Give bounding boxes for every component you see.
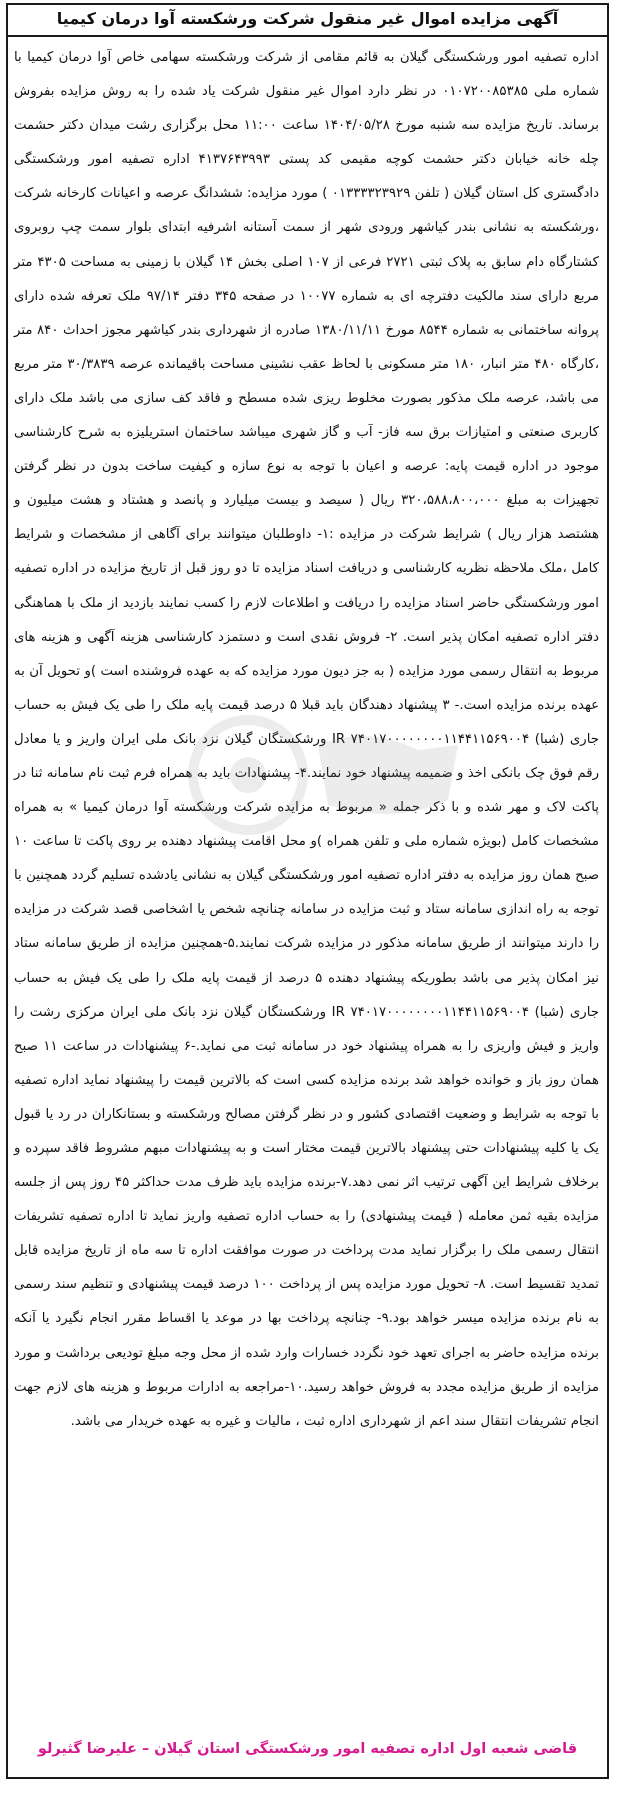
notice-signature: قاضی شعبه اول اداره تصفیه امور ورشکستگی استان گیلان – علیرضا گثیرلو (37, 1741, 578, 1757)
auction-notice (6, 3, 609, 1779)
notice-body: اداره تصفیه امور ورشکستگی گیلان به قائم مقامی از شرکت ورشکسته سهامی خاص آوا درمان کیمیا با شماره ملی ۰۱۰۷۲۰۰۸۵۳۸۵ در نظر دارد اموال غیر منقول شرکت یاد شده را به روش مزایده بفروش برساند. تاریخ مزایده سه شنبه مورخ ۱۴۰۴/۰۵/۲۸ ساعت ۱۱:۰۰ محل برگزاری رشت میدان دکتر حشمت چله خانه خیابان دکتر حشمت کوچه مقیمی کد پستی ۴۱۳۷۶۴۳۹۹۳ اداره تصفیه امور ورشکستگی دادگستری کل استان گیلان ( تلفن ۰۱۳۳۳۳۲۳۹۲۹ ) مورد مزایده: ششدانگ عرصه و اعیانات کارخانه شرکت ،ورشکسته به نشانی بندر کیاشهر ورودی شهر از سمت آستانه اشرفیه ابتدای بلوار سمت چپ روبروی کشتارگاه دام سابق به پلاک ثبتی ۲۷۲۱ فرعی از ۱۰۷ اصلی بخش ۱۴ گیلان با زمینی به مساحت ۴۳۰۵ متر مربع دارای سند مالکیت دفترچه ای به شماره ۱۰۰۷۷ در صفحه ۳۴۵ دفتر ۹۷/۱۴ ملک تعرفه شده دارای پروانه ساختمانی به شماره ۸۵۴۴ مورخ ۱۳۸۰/۱۱/۱۱ صادره از شهرداری بندر کیاشهر مجوز احداث ۸۴۰ متر ،کارگاه ۴۸۰ متر انبار، ۱۸۰ متر مسکونی با لحاظ عقب نشینی مساحت باقیمانده عرصه ۳۰/۳۸۳۹ متر مربع می باشد، عرصه ملک مذکور بصورت مخلوط ریزی شده مسطح و فاقد کف سازی می باشد ملک دارای کاربری صنعتی و امتیازات برق سه فاز- آب و گاز شهری میباشد ساختمان استریلیزه به شرح کارشناسی موجود در اداره قیمت پایه: عرصه و اعیان با توجه به نوع سازه و کیفیت ساخت بدون در نظر گرفتن تجهیزات به مبلغ ۳۲۰،۵۸۸،۸۰۰،۰۰۰ ریال ( سیصد و بیست میلیارد و پانصد و هشتاد و هشت میلیون و هشتصد هزار ریال ) شرایط شرکت در مزایده :۱- داوطلبان میتوانند برای آگاهی از مشخصات و شرایط کامل ،ملک ملاحظه نظریه کارشناسی و دریافت اسناد مزایده تا دو روز قبل از تاریخ مزایده در اداره تصفیه امور ورشکستگی حاضر اسناد مزایده را دریافت و اطلاعات لازم را کسب نمایند بازدید از ملک با هماهنگی دفتر اداره تصفیه امکان پذیر است. ۲- فروش نقدی است و دستمزد کارشناسی هزینه آگهی و هزینه های مربوط به انتقال رسمی مورد مزایده ( به جز دیون مورد مزایده که به عهده فروشنده است )و تحویل آن به عهده برنده مزایده است.- ۳ پیشنهاد دهندگان باید قبلا ۵ درصد قیمت پایه ملک را طی یک فیش به حساب جاری (شبا) IR ۷۴۰۱۷۰۰۰۰۰۰۰۰۱۱۴۴۱۱۵۶۹۰۰۴ ورشکستگان گیلان نزد بانک ملی ایران واریز و یا معادل رقم فوق چک بانکی اخذ و ضمیمه پیشنهاد خود نمایند.۴- پیشنهادات باید به همراه فرم ثبت نام سامانه ثنا در پاکت لاک و مهر شده و با ذکر جمله « مربوط به مزایده شرکت ورشکسته آوا درمان کیمیا » به همراه مشخصات کامل (بویژه شماره ملی و تلفن همراه )و محل اقامت پیشنهاد دهنده بر روی پاکت تا ساعت ۱۰ صبح همان روز مزایده به دفتر اداره تصفیه امور ورشکستگی گیلان به نشانی یادشده تسلیم گردد همچنین با توجه به راه اندازی سامانه ستاد و ثبت مزایده در سامانه چنانچه شخص یا اشخاصی قصد شرکت در مزایده را دارند میتوانند از طریق سامانه مذکور در مزایده شرکت نمایند.۵-همچنین مزایده از طریق سامانه ستاد نیز امکان پذیر می باشد بطوریکه پیشنهاد دهنده ۵ درصد از قیمت پایه ملک را طی یک فیش به حساب جاری (شبا) IR ۷۴۰۱۷۰۰۰۰۰۰۰۰۱۱۴۴۱۱۵۶۹۰۰۴ ورشکستگان گیلان نزد بانک ملی ایران مرکزی رشت را واریز و فیش واریزی را به همراه پیشنهاد خود در سامانه ثبت می نماید.-۶ پیشنهادات در ساعت ۱۱ صبح همان روز باز و خوانده خواهد شد برنده مزایده کسی است که بالاترین قیمت را پیشنهاد نماید اداره تصفیه با توجه به شرایط و وضعیت اقتصادی کشور و در نظر گرفتن مصالح ورشکسته و بستانکاران در رد یا قبول یک یا کلیه پیشنهادات حتی پیشنهاد بالاترین قیمت مختار است و به پیشنهادات مبهم مشروط فاقد سپرده و برخلاف شرایط این آگهی ترتیب اثر نمی دهد.۷-برنده مزایده باید ظرف مدت حداکثر ۴۵ روز پس از جلسه مزایده بقیه ثمن معامله ( قیمت پیشنهادی) را به حساب اداره تصفیه واریز نماید تا اداره تصفیه تشریفات انتقال رسمی ملک را برگزار نماید مدت پرداخت در صورت موافقت اداره تا سه ماه از تاریخ مزایده قابل تمدید تقسیط است. ۸- تحویل مورد مزایده پس از پرداخت ۱۰۰ درصد قیمت پیشنهادی و تنظیم سند رسمی به نام برنده مزایده میسر خواهد بود.۹- چنانچه پرداخت بها در موعد یا اقساط مقرر انجام نگیرد یا آنکه برنده مزایده حاضر به اجرای تعهد خود نگردد خسارات وارد شده از محل وجه مبلغ تودیعی برداشت و مورد مزایده از طریق مزایده مجدد به فروش خواهد رسید.۱۰-مراجعه به ادارات مربوط و هزینه های لازم جهت انجام تشریفات انتقال سند اعم از شهرداری اداره ثبت ، مالیات و غیره به عهده خریدار می باشد. (14, 50, 600, 1429)
notice-title: آگهی مزایده اموال غیر منقول شرکت ورشکسته آوا درمان کیمیا (8, 5, 607, 37)
